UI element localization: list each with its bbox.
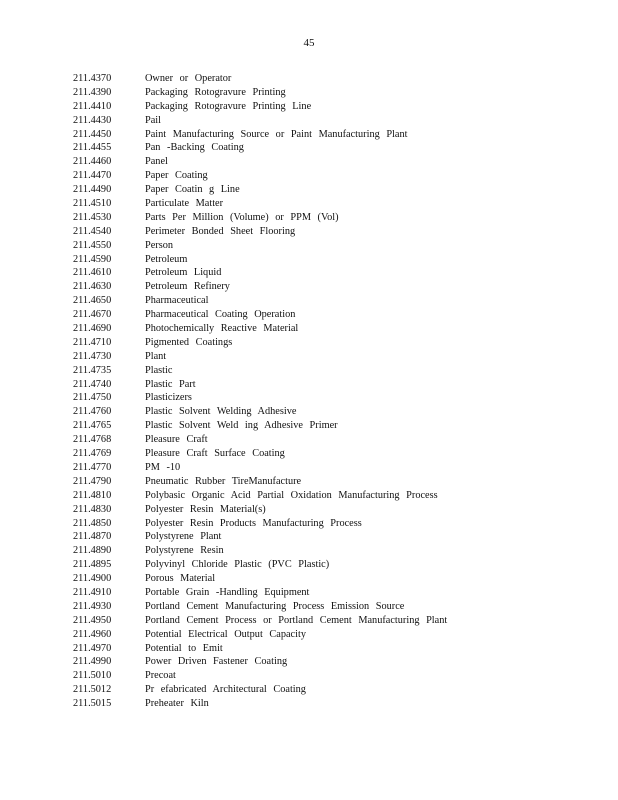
- list-item: [73, 86, 593, 100]
- list-item: [73, 697, 593, 711]
- list-item: [73, 475, 593, 489]
- list-item: [73, 294, 593, 308]
- section-number: 211.4769: [73, 448, 112, 460]
- section-number: 211.4430: [73, 114, 112, 126]
- list-item: [73, 447, 593, 461]
- list-item: [73, 600, 593, 614]
- list-item: [73, 405, 593, 419]
- section-term: Pr efabricated Architectural Coating: [145, 684, 306, 696]
- section-term: Portland Cement Process or Portland Cement Manufacturing Plant: [145, 614, 448, 626]
- list-item: [73, 391, 593, 405]
- section-number: 211.4410: [73, 100, 112, 112]
- definitions-list: [73, 72, 593, 711]
- list-item: [73, 322, 593, 336]
- section-term: Pharmaceutical: [145, 295, 209, 307]
- section-term: Petroleum Liquid: [145, 267, 222, 279]
- list-item: [73, 253, 593, 267]
- list-item: [73, 100, 593, 114]
- section-number: 211.4455: [73, 142, 112, 154]
- section-term: Plasticizers: [145, 392, 192, 404]
- section-term: Plastic Solvent Welding Adhesive: [145, 406, 297, 418]
- section-term: Polybasic Organic Acid Partial Oxidation Manufacturing Process: [145, 489, 438, 501]
- page-number: 45: [303, 37, 315, 49]
- list-item: [73, 197, 593, 211]
- section-number: 211.4890: [73, 545, 112, 557]
- list-item: [73, 155, 593, 169]
- section-number: 211.4460: [73, 156, 112, 168]
- section-term: Owner or Operator: [145, 73, 232, 84]
- section-number: 211.4690: [73, 323, 112, 335]
- section-number: 211.4810: [73, 489, 112, 501]
- section-term: Portland Cement Manufacturing Process Emission Source: [145, 600, 405, 612]
- section-term: Pleasure Craft: [145, 434, 208, 446]
- list-item: [73, 308, 593, 322]
- section-term: Panel: [145, 156, 168, 168]
- section-number: 211.4550: [73, 239, 112, 251]
- section-number: 211.4765: [73, 420, 112, 432]
- list-item: [73, 336, 593, 350]
- section-number: 211.4850: [73, 517, 112, 529]
- list-item: [73, 544, 593, 558]
- section-term: Particulate Matter: [145, 198, 224, 210]
- section-term: Pan -Backing Coating: [145, 142, 244, 154]
- section-term: Packaging Rotogravure Printing Line: [145, 100, 312, 112]
- list-item: [73, 628, 593, 642]
- section-number: 211.4670: [73, 309, 112, 321]
- section-number: 211.4450: [73, 128, 112, 140]
- list-item: [73, 280, 593, 294]
- section-number: 211.4710: [73, 336, 112, 348]
- list-item: [73, 378, 593, 392]
- list-item: [73, 572, 593, 586]
- section-term: Pail: [145, 114, 162, 126]
- section-number: 211.4490: [73, 184, 112, 196]
- list-item: [73, 655, 593, 669]
- section-number: 211.4900: [73, 573, 112, 585]
- list-item: [73, 364, 593, 378]
- list-item: [73, 141, 593, 155]
- section-number: 211.4960: [73, 628, 112, 640]
- section-number: 211.4760: [73, 406, 112, 418]
- list-item: [73, 614, 593, 628]
- list-item: [73, 461, 593, 475]
- list-item: [73, 114, 593, 128]
- section-term: Petroleum: [145, 253, 188, 265]
- section-term: Polyester Resin Material(s): [145, 503, 266, 515]
- section-term: Photochemically Reactive Material: [145, 323, 299, 335]
- section-number: 211.4768: [73, 434, 112, 446]
- section-number: 211.4630: [73, 281, 112, 293]
- list-item: [73, 517, 593, 531]
- section-term: Petroleum Refinery: [145, 281, 230, 293]
- section-number: 211.4470: [73, 170, 112, 182]
- section-term: Paint Manufacturing Source or Paint Manufacturing Plant: [145, 128, 408, 140]
- list-item: [73, 128, 593, 142]
- list-item: [73, 225, 593, 239]
- list-item: [73, 433, 593, 447]
- section-number: 211.4830: [73, 503, 112, 515]
- section-number: 211.4735: [73, 364, 112, 376]
- section-term: Parts Per Million (Volume) or PPM (Vol): [145, 211, 339, 223]
- section-number: 211.4970: [73, 642, 112, 654]
- section-number: 211.4870: [73, 531, 112, 543]
- section-number: 211.4740: [73, 378, 112, 390]
- section-number: 211.4530: [73, 211, 112, 223]
- section-term: Precoat: [145, 670, 176, 682]
- section-number: 211.4650: [73, 295, 112, 307]
- section-number: 211.5012: [73, 684, 112, 696]
- section-number: 211.4610: [73, 267, 112, 279]
- section-number: 211.4510: [73, 198, 112, 210]
- section-term: Pneumatic Rubber TireManufacture: [145, 475, 302, 487]
- section-term: Pigmented Coatings: [145, 336, 233, 348]
- section-number: 211.4930: [73, 600, 112, 612]
- list-item: [73, 183, 593, 197]
- section-number: 211.4770: [73, 461, 112, 473]
- section-number: 211.4370: [73, 73, 112, 84]
- section-term: Preheater Kiln: [145, 698, 209, 710]
- section-term: Porous Material: [145, 573, 216, 585]
- list-item: [73, 489, 593, 503]
- section-term: Packaging Rotogravure Printing: [145, 86, 286, 98]
- section-term: Plant: [145, 350, 167, 362]
- section-term: Paper Coating: [145, 170, 208, 182]
- section-number: 211.4390: [73, 86, 112, 98]
- section-number: 211.4910: [73, 586, 112, 598]
- section-term: Plastic Part: [145, 378, 196, 390]
- list-item: [73, 211, 593, 225]
- section-number: 211.4895: [73, 559, 112, 571]
- section-term: Polyvinyl Chloride Plastic (PVC Plastic): [145, 559, 330, 571]
- section-term: Portable Grain -Handling Equipment: [145, 586, 310, 598]
- list-item: [73, 683, 593, 697]
- section-number: 211.4790: [73, 475, 112, 487]
- section-number: 211.4990: [73, 656, 112, 668]
- section-term: Potential Electrical Output Capacity: [145, 628, 306, 640]
- section-term: Pharmaceutical Coating Operation: [145, 309, 296, 321]
- section-term: Potential to Emit: [145, 642, 223, 654]
- section-term: Perimeter Bonded Sheet Flooring: [145, 225, 296, 237]
- section-term: Plastic: [145, 364, 173, 376]
- section-number: 211.4750: [73, 392, 112, 404]
- list-item: [73, 266, 593, 280]
- list-item: [73, 558, 593, 572]
- section-term: Polystyrene Resin: [145, 545, 224, 557]
- section-number: 211.4590: [73, 253, 112, 265]
- list-item: [73, 419, 593, 433]
- section-term: Polyester Resin Products Manufacturing Process: [145, 517, 362, 529]
- list-item: [73, 642, 593, 656]
- section-number: 211.4950: [73, 614, 112, 626]
- list-item: [73, 530, 593, 544]
- section-number: 211.5015: [73, 698, 112, 710]
- list-item: [73, 586, 593, 600]
- section-term: Plastic Solvent Weld ing Adhesive Primer: [145, 420, 338, 432]
- section-term: Power Driven Fastener Coating: [145, 656, 288, 668]
- section-term: Pleasure Craft Surface Coating: [145, 448, 285, 460]
- list-item: [73, 669, 593, 683]
- list-item: [73, 350, 593, 364]
- section-term: PM -10: [145, 461, 181, 473]
- section-number: 211.4540: [73, 225, 112, 237]
- list-item: [73, 72, 593, 86]
- section-term: Person: [145, 239, 174, 251]
- section-number: 211.4730: [73, 350, 112, 362]
- section-term: Paper Coatin g Line: [145, 184, 240, 196]
- section-term: Polystyrene Plant: [145, 531, 222, 543]
- list-item: [73, 169, 593, 183]
- list-item: [73, 239, 593, 253]
- list-item: [73, 503, 593, 517]
- section-number: 211.5010: [73, 670, 112, 682]
